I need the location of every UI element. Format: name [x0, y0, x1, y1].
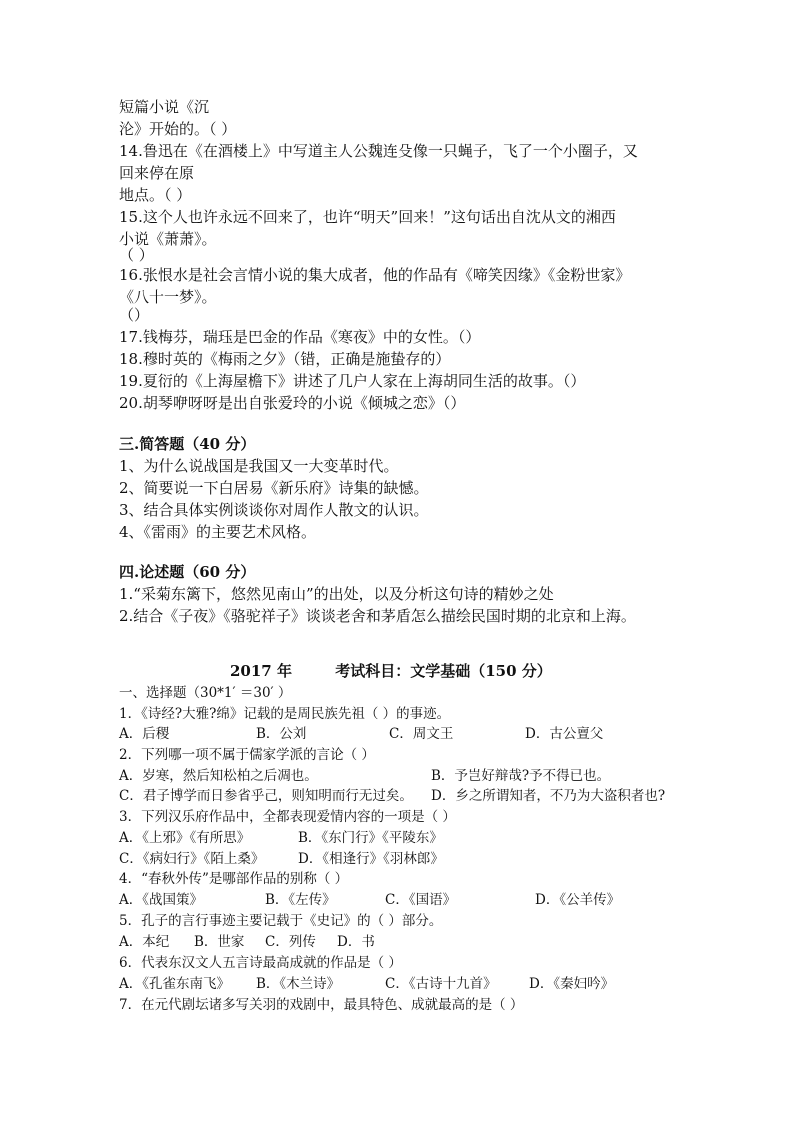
option: A．《孔雀东南飞》	[119, 976, 230, 992]
tf-line: （ ）	[119, 246, 154, 264]
option: C．《古诗十九首》	[385, 976, 497, 992]
option: A．后稷	[119, 726, 170, 742]
option: D．乡之所谓知者，不乃为大盗积者也?	[431, 788, 666, 804]
tf-line: 16.张恨水是社会言情小说的集大成者，他的作品有《啼笑因缘》《金粉世家》	[119, 266, 631, 284]
option: C．君子博学而日参省乎己，则知明而行无过矣。	[119, 788, 413, 804]
option: D．《公羊传》	[535, 892, 621, 908]
exam-title	[230, 660, 552, 681]
option: A．本纪	[119, 934, 170, 950]
option: D．《相逢行》《羽林郎》	[298, 851, 444, 867]
option: C．《病妇行》《陌上桑》	[119, 851, 265, 867]
tf-line: 《八十一梦》。	[119, 288, 217, 306]
tf-line: 19.夏衍的《上海屋檐下》讲述了几户人家在上海胡同生活的故事。（）	[119, 372, 586, 390]
question-stem: 1．《诗经?大雅?绵》记载的是周民族先祖（ ）的事迹。	[119, 706, 451, 722]
question-item: 2.结合《子夜》《骆驼祥子》谈谈老舍和茅盾怎么描绘民国时期的北京和上海。	[119, 607, 636, 625]
option: C．列传	[265, 934, 316, 950]
option: D．《秦妇吟》	[529, 976, 615, 992]
tf-line: 14.鲁迅在《在酒楼上》中写道主人公魏连殳像一只蝇子，飞了一个小圈子，又	[119, 142, 638, 160]
option: A．岁寒，然后知松柏之后凋也。	[119, 768, 318, 784]
tf-line: （）	[119, 306, 150, 324]
tf-line: 地点。（ ）	[119, 186, 192, 204]
question-item: 1、为什么说战国是我国又一大变革时代。	[119, 457, 399, 475]
tf-line: 小说《萧萧》。	[119, 230, 217, 248]
tf-line: 15.这个人也许永远不回来了，也许“明天”回来！”这句话出自沈从文的湘西	[119, 208, 616, 226]
question-item: 2、简要说一下白居易《新乐府》诗集的缺憾。	[119, 479, 429, 497]
tf-line: 17.钱梅芬，瑞珏是巴金的作品《寒夜》中的女性。（）	[119, 328, 481, 346]
question-stem: 4．“春秋外传”是哪部作品的别称（ ）	[119, 871, 349, 887]
option: A．《上邪》《有所思》	[119, 830, 251, 846]
question-item: 3、结合具体实例谈谈你对周作人散文的认识。	[119, 501, 429, 519]
part-heading: 一、选择题（30*1′ ＝30′ ）	[119, 685, 292, 701]
question-stem: 7．在元代剧坛诸多写关羽的戏剧中，最具特色、成就最高的是（ ）	[119, 997, 524, 1013]
option: D．书	[337, 934, 375, 950]
tf-line: 20.胡琴咿呀呀是出自张爱玲的小说《倾城之恋》（）	[119, 394, 466, 412]
option: C．周文王	[389, 726, 454, 742]
option: A．《战国策》	[119, 892, 203, 908]
section-heading: 四.论述题（60 分）	[119, 563, 256, 581]
option: D．古公亶父	[525, 726, 604, 742]
exam-subject: 考试科目：文学基础（150 分）	[335, 662, 552, 680]
exam-year: 2017 年	[230, 662, 292, 680]
option: C．《国语》	[385, 892, 457, 908]
question-stem: 2．下列哪一项不属于儒家学派的言论（ ）	[119, 747, 375, 763]
question-stem: 5．孔子的言行事迹主要记载于《史记》的（ ）部分。	[119, 913, 443, 929]
option: B．《左传》	[265, 892, 336, 908]
tf-line: 回来停在原	[119, 164, 195, 182]
option: B．《木兰诗》	[256, 976, 341, 992]
question-stem: 3．下列汉乐府作品中，全都表现爱情内容的一项是（ ）	[119, 809, 456, 825]
question-item: 1.“采菊东篱下，悠然见南山”的出处，以及分析这句诗的精妙之处	[119, 585, 554, 603]
tf-line: 沦》开始的。（ ）	[119, 120, 237, 138]
question-item: 4、《雷雨》的主要艺术风格。	[119, 523, 317, 541]
option: B．予岂好辩哉?予不得已也。	[431, 768, 611, 784]
option: B．公刘	[256, 726, 307, 742]
section-heading: 三.简答题（40 分）	[119, 435, 256, 453]
option: B．世家	[194, 934, 245, 950]
option: B．《东门行》《平陵东》	[298, 830, 443, 846]
tf-line: 18.穆时英的《梅雨之夕》（错，正确是施蛰存的）	[119, 350, 451, 368]
tf-line: 短篇小说《沉	[119, 98, 210, 116]
question-stem: 6．代表东汉文人五言诗最高成就的作品是（ ）	[119, 955, 402, 971]
